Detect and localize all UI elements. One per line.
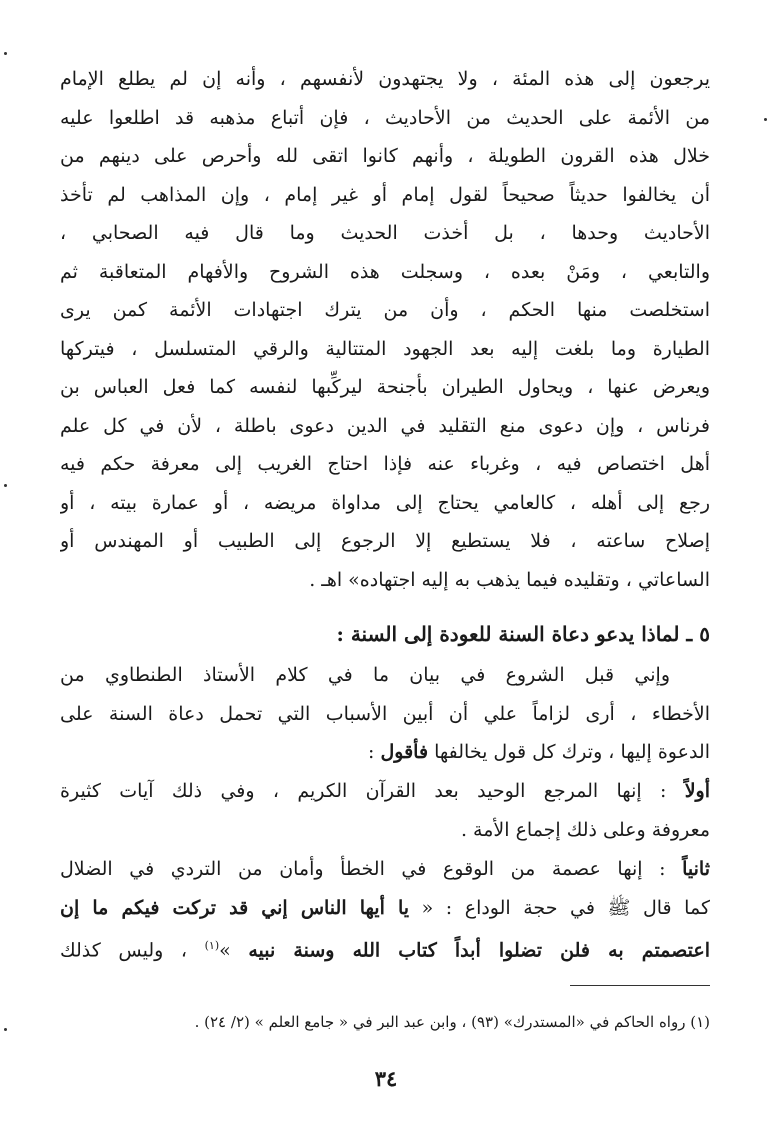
text-line: فرناس ، وإن دعوى منع التقليد في الدين دعوى باطلة ، لأن في كل علم xyxy=(60,414,710,437)
point-label: أولاً xyxy=(684,780,710,802)
section-heading: ٥ ـ لماذا يدعو دعاة السنة للعودة إلى السنة : xyxy=(336,622,710,646)
scan-speck xyxy=(764,118,767,121)
paragraph-quote-continuation xyxy=(60,60,710,599)
text-line: استخلصت منها الحكم ، وأن من يترك اجتهادات الأئمة كمن يرى xyxy=(60,299,710,321)
text-line: خلال هذه القرون الطويلة ، وأنهم كانوا اتقى لله وأحرص على دينهم من xyxy=(60,145,710,167)
text-run: ، وليس كذلك xyxy=(60,939,205,962)
text-line: يرجعون إلى هذه المئة ، ولا يجتهدون لأنفسهم ، وأنه إن لم يطلع الإمام xyxy=(60,68,710,90)
text-run: الدعوة إليها ، وترك كل قول يخالفها xyxy=(428,741,710,763)
text-line xyxy=(60,733,710,772)
text-line: الطيارة وما بلغت إليه بعد الجهود المتتالية والرقي المتسلسل ، فيتركها xyxy=(60,337,710,360)
paragraph-intro xyxy=(60,656,710,772)
text-line xyxy=(60,772,710,811)
text-line xyxy=(60,927,710,970)
text-line: من الأئمة على الحديث من الأحاديث ، فإن أتباع مذهبه قد اطلعوا عليه xyxy=(60,106,710,129)
bold-term: فأقول xyxy=(380,741,429,763)
text-run: : إنها عصمة من الوقوع في الخطأ وأمان من التردي في الضلال xyxy=(60,858,683,880)
paragraph-second-point xyxy=(60,850,710,970)
text-run: » xyxy=(219,939,249,962)
text-line: وإني قبل الشروع في بيان ما في كلام الأستاذ الطنطاوي من xyxy=(60,664,670,686)
paragraph-first-point xyxy=(60,772,710,849)
text-line: الأحاديث وحدها ، بل أخذت الحديث وما قال فيه الصحابي ، xyxy=(60,222,710,244)
hadith-quote: يا أيها الناس إني قد تركت فيكم ما إن xyxy=(60,896,410,919)
footnote-marker: (١) xyxy=(204,939,220,952)
scan-speck xyxy=(4,52,7,55)
text-line: إصلاح ساعته ، فلا يستطيع إلا الرجوع إلى الطبيب أو المهندس أو xyxy=(60,530,710,552)
footnote: (١) رواه الحاكم في «المستدرك» (٩٣) ، وابن عبد البر في « جامع العلم » (٢/ ٢٤) . xyxy=(194,1013,710,1031)
text-line xyxy=(60,889,710,928)
text-line: أهل اختصاص فيه ، وغرباء عنه فإذا احتاج الغريب إلى معرفة حكم فيه xyxy=(60,453,710,475)
point-label: ثانياً xyxy=(682,858,710,880)
text-line: معروفة وعلى ذلك إجماع الأمة . xyxy=(460,818,710,841)
text-line xyxy=(60,850,710,889)
text-line: ويعرض عنها ، ويحاول الطيران بأجنحة ليركِّبها لنفسه كما فعل العباس بن xyxy=(60,376,710,398)
text-line: الساعاتي ، وتقليده فيما يذهب به إليه اجتهاده» اهـ . xyxy=(309,568,710,591)
footnote-divider xyxy=(570,985,710,986)
text-line: والتابعي ، ومَنْ بعده ، وسجلت هذه الشروح والأفهام المتعاقبة ثم xyxy=(60,260,710,283)
text-line: أن يخالفوا حديثاً صحيحاً لقول إمام أو غير إمام ، وإن المذاهب لم تأخذ xyxy=(60,183,710,206)
text-line: رجع إلى أهله ، كالعامي يحتاج إلى مداواة مريضه ، أو عمارة بيته ، أو xyxy=(60,491,710,514)
text-run: : إنها المرجع الوحيد بعد القرآن الكريم ، وفي ذلك آيات كثيرة xyxy=(60,780,685,802)
scan-speck xyxy=(4,1028,7,1031)
scan-speck xyxy=(4,484,7,487)
text-line: الأخطاء ، أرى لزاماً علي أن أبين الأسباب التي تحمل دعاة السنة على xyxy=(60,702,710,725)
text-run: : xyxy=(368,741,381,763)
text-run: كما قال ﷺ في حجة الوداع : « xyxy=(409,896,710,919)
page-number: ٣٤ xyxy=(374,1066,398,1091)
hadith-quote: اعتصمتم به فلن تضلوا أبداً كتاب الله وسنة نبيه xyxy=(248,939,710,962)
